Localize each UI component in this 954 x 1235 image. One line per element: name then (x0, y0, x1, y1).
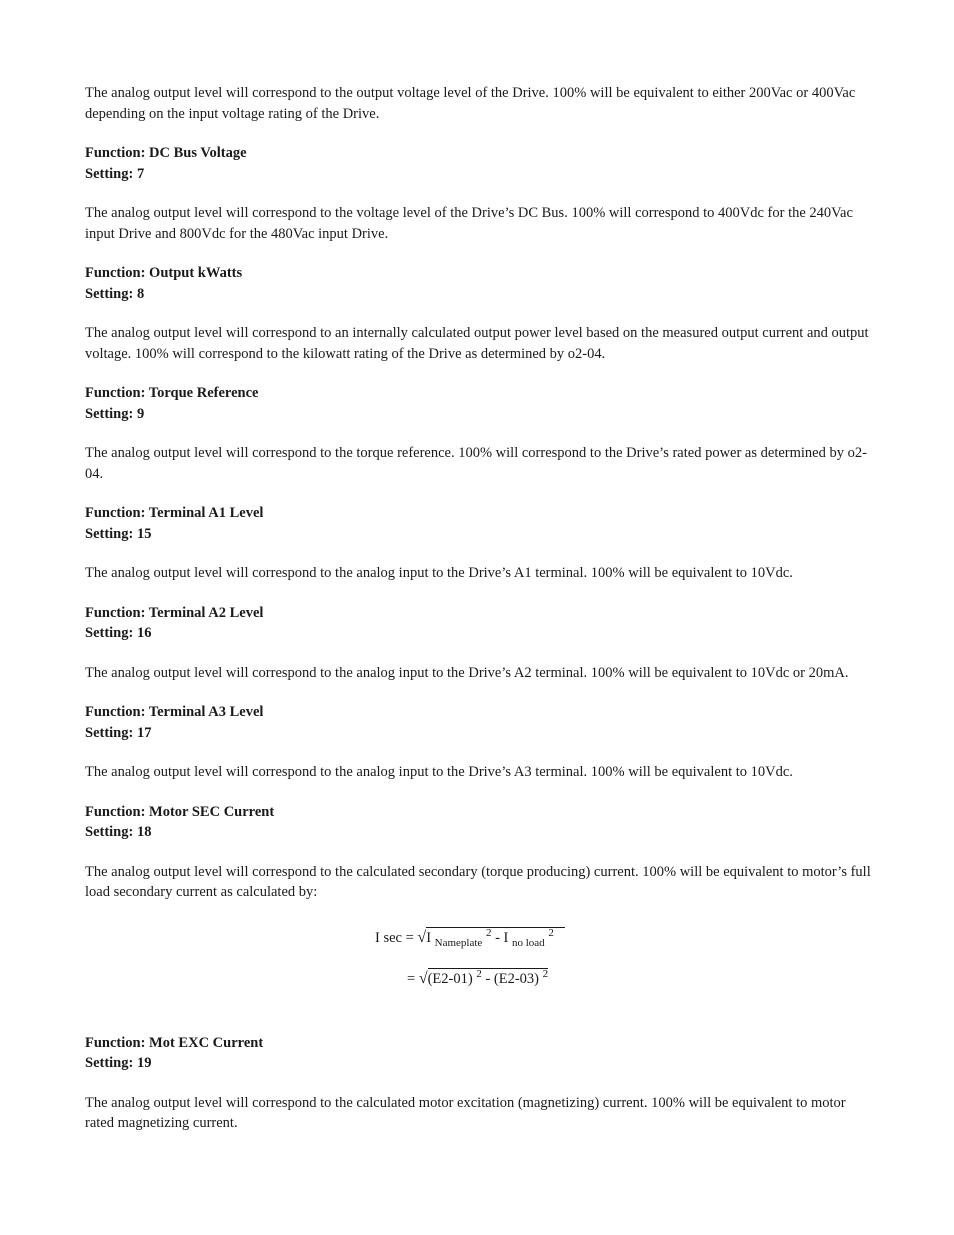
formula-line-1 (375, 927, 565, 948)
exponent: 2 (542, 967, 549, 980)
body-paragraph: The analog output level will correspond to the calculated motor excitation (magnetizing) current. 100% will be equivalent to motor rated magnetizing current. (85, 1094, 846, 1131)
exponent: 2 (485, 926, 492, 939)
function-name: Function: Torque Reference (85, 385, 259, 401)
term-e2-03: - (E2-03) (485, 970, 539, 987)
setting-value: Setting: 18 (85, 824, 152, 840)
function-name: Function: Terminal A3 Level (85, 704, 264, 720)
subscript-no-load: no load (511, 936, 545, 949)
formula-line-2 (407, 968, 548, 989)
setting-value: Setting: 17 (85, 724, 152, 741)
function-name: Function: Terminal A1 Level (85, 505, 264, 521)
function-name: Function: Motor SEC Current (85, 803, 275, 820)
body-paragraph: The analog output level will correspond to the torque reference. 100% will correspond to the Drive’s rated power as determined by o2-04. (85, 445, 867, 482)
setting-value: Setting: 16 (85, 625, 152, 641)
document-page (85, 83, 875, 1153)
function-heading (85, 1033, 875, 1074)
function-heading (85, 383, 875, 424)
function-name: Function: DC Bus Voltage (85, 145, 247, 161)
term-e2-01: (E2-01) (427, 970, 473, 987)
function-heading (85, 503, 875, 544)
body-paragraph: The analog output level will correspond to an internally calculated output power level based on the measured output current and output voltage. 100% will correspond to the kilowatt rating of the Drive as determined by o2-04. (85, 325, 869, 362)
formula-lhs: I sec = (375, 929, 414, 946)
function-heading (85, 802, 875, 843)
setting-value: Setting: 19 (85, 1055, 152, 1071)
term-minus-i: - I (495, 929, 509, 946)
setting-value: Setting: 15 (85, 525, 152, 542)
function-heading (85, 263, 875, 304)
body-paragraph: The analog output level will correspond to the analog input to the Drive’s A1 terminal. 100% will be equivalent to 10Vdc. (85, 565, 793, 581)
secondary-current-formula (85, 922, 875, 1014)
setting-value: Setting: 9 (85, 405, 145, 422)
subscript-nameplate: Nameplate (434, 936, 483, 949)
function-heading (85, 603, 875, 644)
term-i: I (426, 929, 432, 946)
function-name: Function: Mot EXC Current (85, 1034, 264, 1051)
body-paragraph: The analog output level will correspond to the output voltage level of the Drive. 100% will be equivalent to either 200Vac or 400Vac depending on the input voltage rating of the Drive. (85, 85, 856, 122)
square-root-icon: √ (417, 928, 427, 946)
function-heading (85, 702, 875, 743)
function-heading (85, 143, 875, 184)
setting-value: Setting: 7 (85, 165, 145, 182)
body-paragraph: The analog output level will correspond to the calculated secondary (torque producing) current. 100% will be equivalent to motor’s full load secondary current as calculated by: (85, 863, 871, 900)
function-name: Function: Output kWatts (85, 265, 243, 281)
body-paragraph: The analog output level will correspond to the analog input to the Drive’s A2 terminal. 100% will be equivalent to 10Vdc or 20mA. (85, 664, 849, 681)
setting-value: Setting: 8 (85, 285, 145, 302)
exponent: 2 (548, 926, 554, 939)
function-name: Function: Terminal A2 Level (85, 604, 264, 621)
exponent: 2 (476, 967, 482, 980)
body-paragraph: The analog output level will correspond to the voltage level of the Drive’s DC Bus. 100% will correspond to 400Vdc for the 240Vac input Drive and 800Vdc for the 480Vac input Drive. (85, 205, 853, 242)
formula-lhs: = (407, 970, 416, 987)
formula-radicand (428, 968, 549, 988)
square-root-icon: √ (418, 969, 428, 987)
body-paragraph: The analog output level will correspond to the analog input to the Drive’s A3 terminal. 100% will be equivalent to 10Vdc. (85, 764, 793, 780)
formula-radicand (426, 927, 565, 947)
